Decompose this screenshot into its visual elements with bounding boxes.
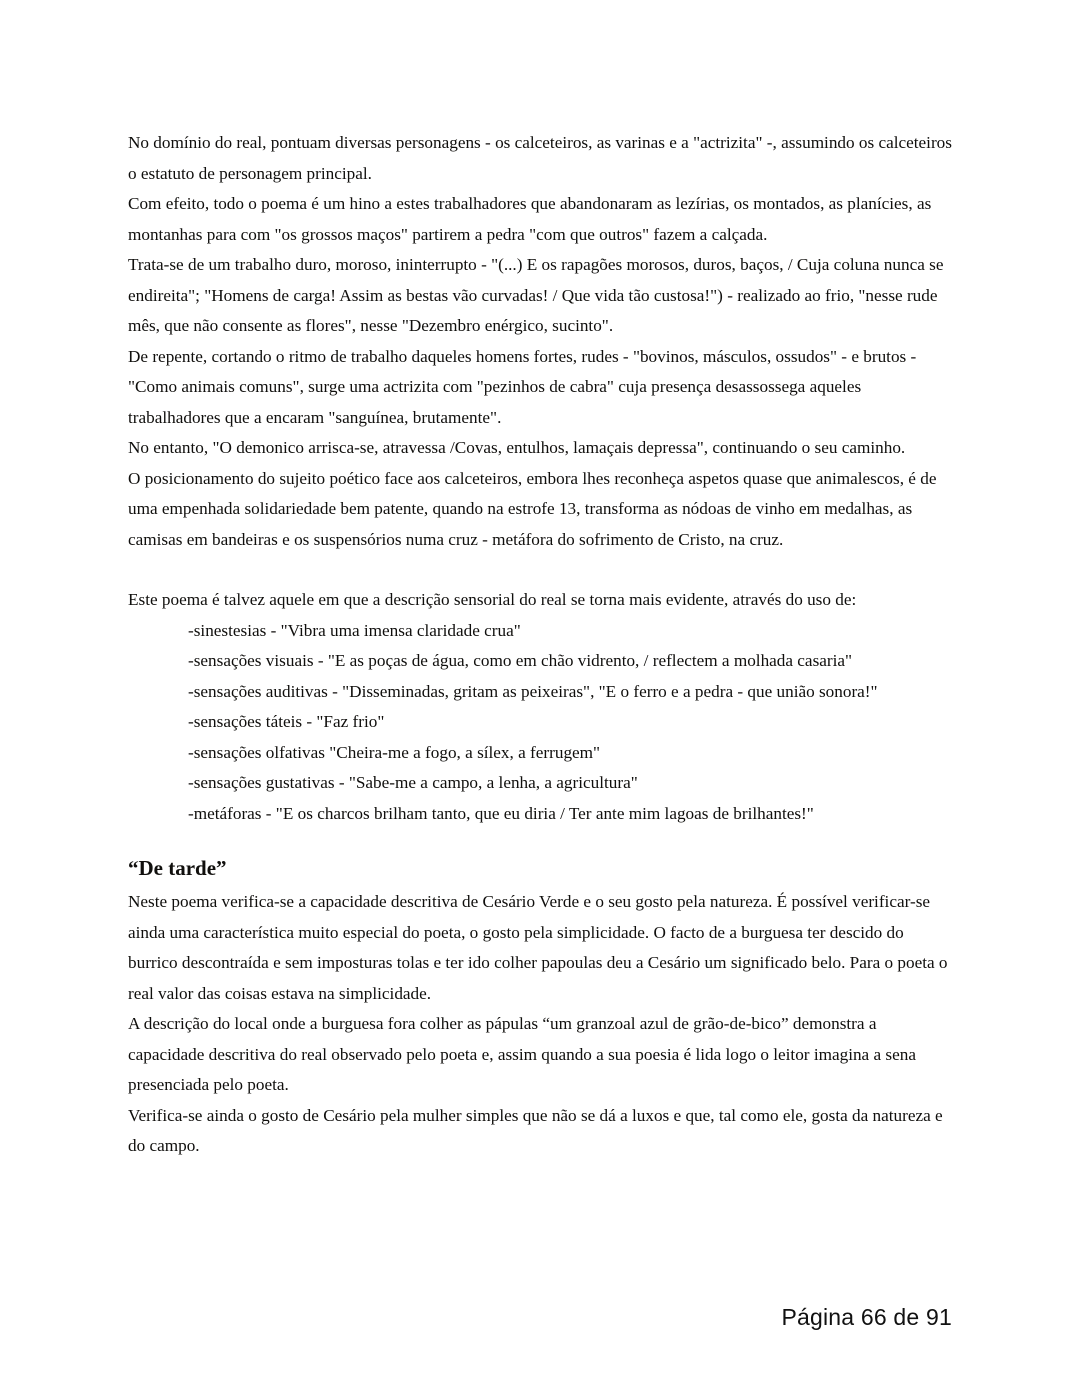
list-item: -sensações auditivas - "Disseminadas, gritam as peixeiras", "E o ferro e a pedra - que união sonora!": [188, 681, 878, 701]
paragraph: Verifica-se ainda o gosto de Cesário pela mulher simples que não se dá a luxos e que, tal como ele, gosta da natureza e do campo.: [128, 1105, 943, 1155]
paragraph: Neste poema verifica-se a capacidade descritiva de Cesário Verde e o seu gosto pela natureza. É possível verificar-se ainda uma característica muito especial do poeta, o gosto pela simplicidade. O facto de a burguesa ter descido do burrico descontraída e sem imposturas tolas e ter ido colher papoulas deu a Cesário um significado belo. Para o poeta o real valor das coisas estava na simplicidade.: [128, 892, 948, 1003]
paragraph: Com efeito, todo o poema é um hino a estes trabalhadores que abandonaram as lezírias, os montados, as planícies, as montanhas para com "os grossos maços" partirem a pedra "com que outros" fazem a calçada.: [128, 194, 932, 244]
paragraph: Trata-se de um trabalho duro, moroso, ininterrupto - "(...) E os rapagões morosos, duros, baços, / Cuja coluna nunca se endireita"; "Homens de carga! Assim as bestas vão curvadas! / Que vida tão custosa!") - realizado ao frio, "nesse rude mês, que não consente as flores", nesse "Dezembro enérgico, sucinto".: [128, 255, 944, 335]
list-item: -sinestesias - "Vibra uma imensa claridade crua": [188, 620, 521, 640]
paragraph: A descrição do local onde a burguesa fora colher as pápulas “um granzoal azul de grão-de-bico” demonstra a capacidade descritiva do real observado pelo poeta e, assim quando a sua poesia é lida logo o leitor imagina a sena presenciada pelo poeta.: [128, 1014, 916, 1094]
main-text-block: [128, 128, 952, 1162]
list-item: -sensações visuais - "E as poças de água, como em chão vidrento, / reflectem a molhada casaria": [188, 651, 853, 670]
paragraph: No domínio do real, pontuam diversas personagens - os calceteiros, as varinas e a "actrizita" -, assumindo os calceteiros o estatuto de personagem principal.: [128, 133, 952, 183]
list-item: -sensações olfativas "Cheira-me a fogo, a sílex, a ferrugem": [188, 742, 601, 762]
list-item: -sensações gustativas - "Sabe-me a campo, a lenha, a agricultura": [188, 773, 638, 792]
paragraph-spacer: [128, 555, 952, 585]
page-number-footer: Página 66 de 91: [781, 1304, 952, 1330]
sensory-list: [128, 616, 952, 830]
section-heading: “De tarde”: [128, 856, 227, 880]
paragraph: De repente, cortando o ritmo de trabalho daqueles homens fortes, rudes - "bovinos, másculos, ossudos" - e brutos - "Como animais comuns", surge uma actrizita com "pezinhos de cabra" cuja presença desassossega aqueles trabalhadores que a encaram "sanguínea, brutamente".: [128, 346, 917, 427]
paragraph: O posicionamento do sujeito poético face aos calceteiros, embora lhes reconheça aspetos quase que animalescos, é de uma empenhada solidariedade bem patente, quando na estrofe 13, transforma as nódoas de vinho em medalhas, as camisas em bandeiras e os suspensórios numa cruz - metáfora do sofrimento de Cristo, na cruz.: [128, 468, 937, 549]
list-item: -metáforas - "E os charcos brilham tanto, que eu diria / Ter ante mim lagoas de brilhantes!": [188, 803, 814, 823]
paragraph: No entanto, "O demonico arrisca-se, atravessa /Covas, entulhos, lamaçais depressa", continuando o seu caminho.: [128, 438, 906, 457]
sensory-intro-line: Este poema é talvez aquele em que a descrição sensorial do real se torna mais evidente, através do uso de:: [128, 590, 857, 609]
list-item: -sensações táteis - "Faz frio": [188, 712, 385, 731]
